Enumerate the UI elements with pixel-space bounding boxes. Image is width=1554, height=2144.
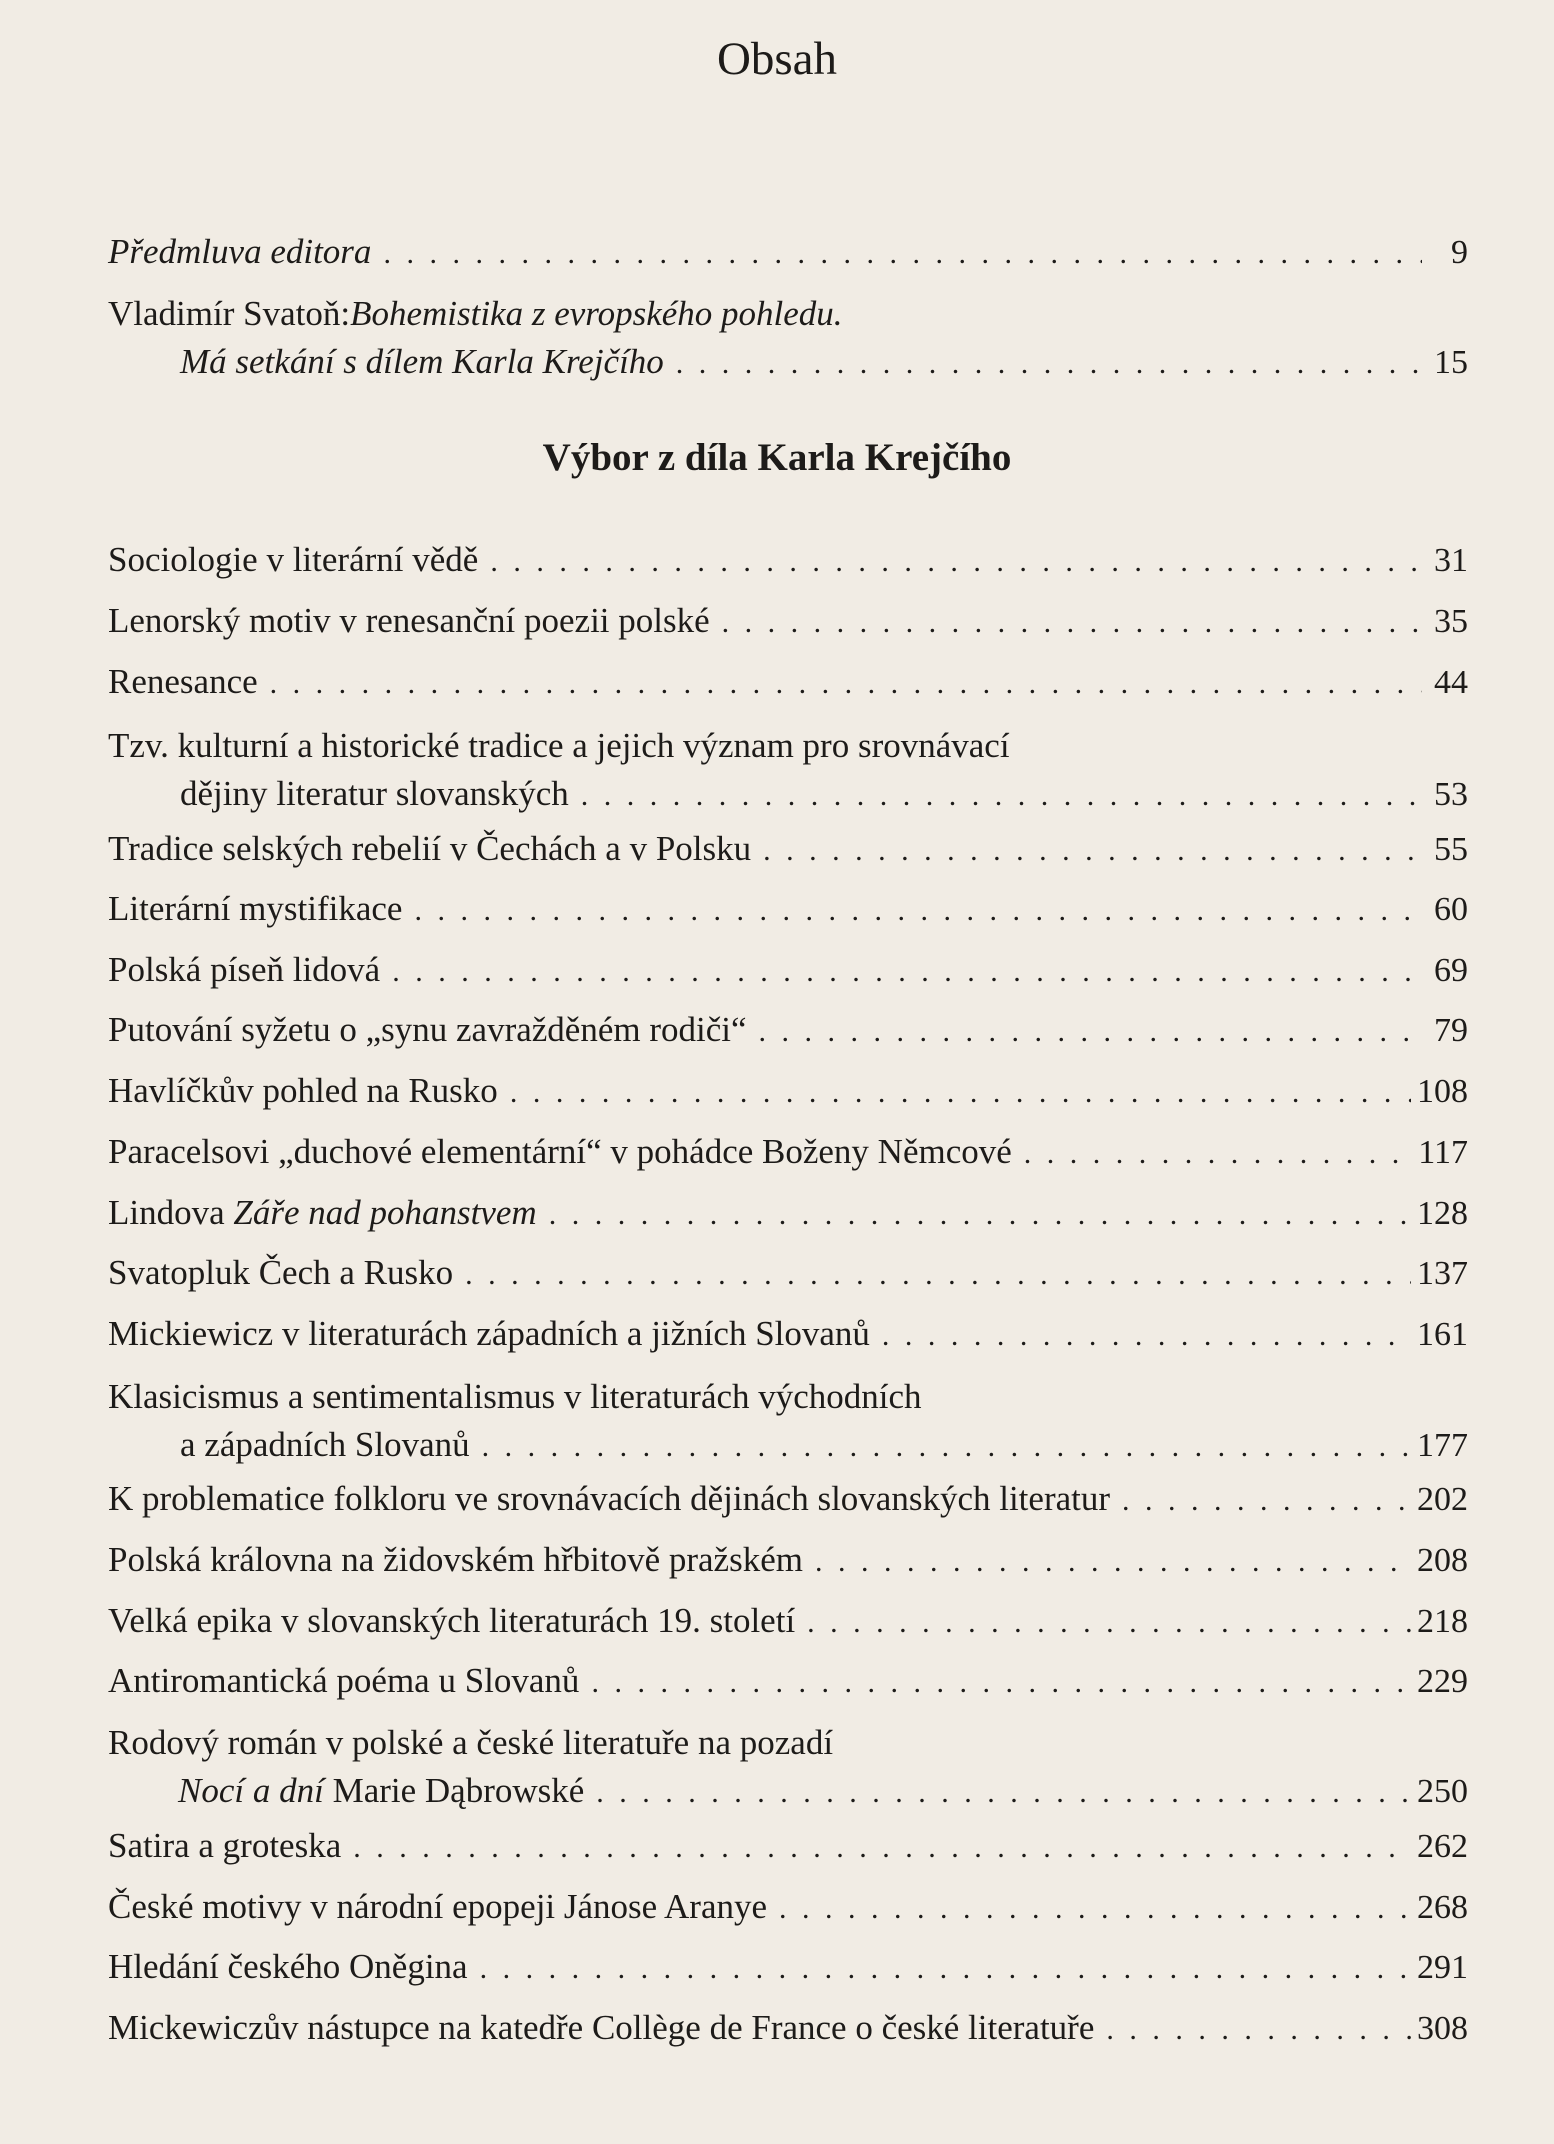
entry-title: Záře nad pohanstvem (233, 1193, 537, 1232)
entry-title: Sociologie v literární vědě (108, 540, 479, 579)
entry-title-italic: Nocí a dní (178, 1771, 324, 1810)
toc-entry[interactable] (108, 1249, 1468, 1299)
leader-dots (270, 660, 1422, 708)
entry-title: Mickewiczův nástupce na katedře Collège de France o české literatuře (108, 2008, 1095, 2047)
page-number: 218 (1417, 1603, 1468, 1640)
entry-title: Svatopluk Čech a Rusko (108, 1253, 454, 1292)
leader-dots (1122, 1477, 1411, 1525)
leader-dots (414, 887, 1422, 935)
page-number: 60 (1434, 891, 1468, 928)
page-number: 117 (1418, 1134, 1468, 1171)
toc-entry[interactable] (108, 1475, 1468, 1525)
page-number: 208 (1417, 1542, 1468, 1579)
entry-title: Antiromantická poéma u Slovanů (108, 1661, 580, 1700)
toc-entry[interactable] (108, 658, 1468, 708)
entry-title: Polská píseň lidová (108, 950, 381, 989)
toc-entry-svaton[interactable] (108, 290, 1468, 388)
leader-dots (510, 1069, 1411, 1117)
leader-dots (480, 1945, 1411, 1993)
toc-entry[interactable] (108, 1822, 1468, 1872)
leader-dots (392, 948, 1422, 996)
entry-title-continued: dějiny literatur slovanských (180, 774, 569, 813)
leader-dots (759, 1008, 1422, 1056)
toc-entry[interactable] (108, 1189, 1468, 1239)
leader-dots (779, 1885, 1411, 1933)
page-number: 291 (1417, 1949, 1468, 1986)
toc-entry[interactable] (108, 1373, 1468, 1471)
toc-entry[interactable] (108, 1128, 1468, 1178)
entry-title: Paracelsovi „duchové elementární“ v pohádce Boženy Němcové (108, 1132, 1012, 1171)
leader-dots (596, 1769, 1411, 1817)
entry-title: Lenorský motiv v renesanční poezii polské (108, 601, 710, 640)
page-number: 15 (1434, 344, 1468, 381)
leader-dots (722, 599, 1422, 647)
toc-entry[interactable] (108, 1719, 1468, 1817)
toc-entry[interactable] (108, 2004, 1468, 2054)
leader-dots (549, 1191, 1411, 1239)
entry-title: Renesance (108, 662, 258, 701)
entry-title-continued: Marie Dąbrowské (323, 1771, 585, 1810)
leader-dots (353, 1824, 1411, 1872)
entry-title: Havlíčkův pohled na Rusko (108, 1071, 498, 1110)
entry-title-continued: Má setkání s dílem Karla Krejčího (180, 342, 664, 381)
toc-entry[interactable] (108, 722, 1468, 820)
entry-title: Velká epika v slovanských literaturách 19. století (108, 1601, 796, 1640)
entry-title-prefix: Lindova (108, 1193, 225, 1232)
page-number: 250 (1417, 1773, 1468, 1810)
page-number: 108 (1417, 1073, 1468, 1110)
entry-title: Polská královna na židovském hřbitově pražském (108, 1540, 803, 1579)
toc-entry[interactable] (108, 1943, 1468, 1993)
entry-title: Satira a groteska (108, 1826, 342, 1865)
entry-title: K problematice folkloru ve srovnávacích dějinách slovanských literatur (108, 1479, 1111, 1518)
toc-entry[interactable] (108, 1310, 1468, 1360)
leader-dots (882, 1312, 1411, 1360)
entry-title: České motivy v národní epopeji Jánose Aranye (108, 1887, 768, 1926)
page-number: 53 (1434, 776, 1468, 813)
leader-dots (465, 1251, 1411, 1299)
entry-title: Putování syžetu o „synu zavražděném rodiči“ (108, 1010, 747, 1049)
leader-dots (815, 1538, 1411, 1586)
page-number: 161 (1417, 1316, 1468, 1353)
leader-dots (490, 538, 1422, 586)
toc-entry[interactable] (108, 885, 1468, 935)
entry-title: Rodový román v polské a české literatuře na pozadí (108, 1723, 834, 1762)
page-number: 55 (1434, 831, 1468, 868)
page-number: 268 (1417, 1889, 1468, 1926)
entry-author: Vladimír Svatoň: (108, 294, 351, 333)
page-number: 308 (1417, 2010, 1468, 2047)
entry-title: Mickiewicz v literaturách západních a jižních Slovanů (108, 1314, 870, 1353)
toc-entry-preface[interactable] (108, 228, 1468, 278)
leader-dots (1106, 2006, 1411, 2054)
entry-title: Předmluva editora (108, 232, 372, 271)
entry-title: Klasicismus a sentimentalismus v literaturách východních (108, 1377, 922, 1416)
page-number: 137 (1417, 1255, 1468, 1292)
page-number: 262 (1417, 1828, 1468, 1865)
toc-entry[interactable] (108, 946, 1468, 996)
toc-entry[interactable] (108, 536, 1468, 586)
leader-dots (763, 827, 1422, 875)
leader-dots (581, 772, 1422, 820)
entry-title: Bohemistika z evropského pohledu. (350, 294, 843, 333)
section-title: Výbor z díla Karla Krejčího (542, 436, 1012, 479)
entry-title: Tradice selských rebelií v Čechách a v Polsku (108, 829, 752, 868)
leader-dots (1024, 1130, 1412, 1178)
leader-dots (807, 1599, 1411, 1647)
leader-dots (676, 340, 1422, 388)
toc-entry[interactable] (108, 825, 1468, 875)
page-number: 229 (1417, 1663, 1468, 1700)
page-number: 9 (1451, 234, 1468, 271)
page-number: 177 (1417, 1427, 1468, 1464)
page-number: 128 (1417, 1195, 1468, 1232)
page-number: 44 (1434, 664, 1468, 701)
entry-title: Tzv. kulturní a historické tradice a jejich význam pro srovnávací (108, 726, 1010, 765)
toc-entry[interactable] (108, 1067, 1468, 1117)
toc-entry[interactable] (108, 597, 1468, 647)
toc-entry[interactable] (108, 1597, 1468, 1647)
toc-entry[interactable] (108, 1006, 1468, 1056)
entry-title-continued: a západních Slovanů (180, 1425, 470, 1464)
page-number: 69 (1434, 952, 1468, 989)
leader-dots (482, 1423, 1411, 1471)
toc-entry[interactable] (108, 1536, 1468, 1586)
leader-dots (383, 230, 1422, 278)
page-title: Obsah (716, 33, 838, 85)
page-number: 202 (1417, 1481, 1468, 1518)
entry-title: Literární mystifikace (108, 889, 403, 928)
entry-title: Hledání českého Oněgina (108, 1947, 468, 1986)
page-number: 79 (1434, 1012, 1468, 1049)
toc-entry[interactable] (108, 1657, 1468, 1707)
leader-dots (591, 1659, 1411, 1707)
toc-entry[interactable] (108, 1883, 1468, 1933)
page-number: 35 (1434, 603, 1468, 640)
page-number: 31 (1434, 542, 1468, 579)
